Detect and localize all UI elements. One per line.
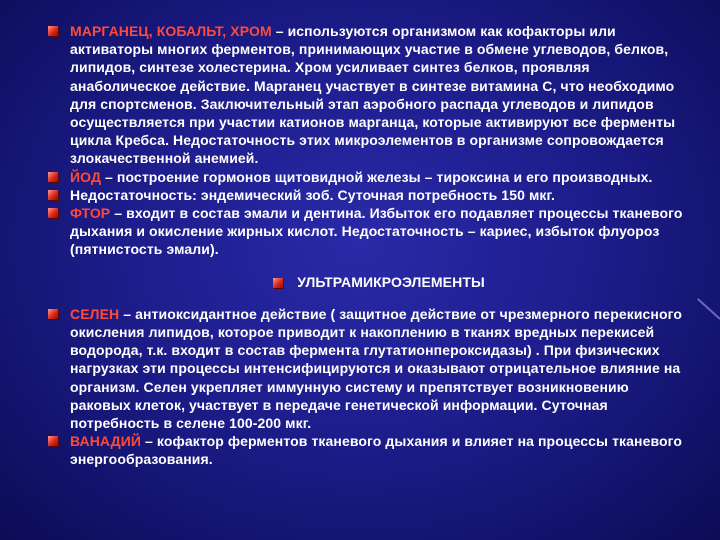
red-square-bullet-icon [48,172,58,182]
item-text: – кофактор ферментов тканевого дыхания и влияет на процессы тканевого энергообразования. [70,433,683,468]
list-item-iodine [48,168,688,186]
keyword: ЙОД [70,168,102,185]
item-text: – используются организмом как кофакторы или активаторы многих ферментов, принимающих участие в обмене углеводов, белков, липидов, синтезе холестерина. Хром усиливает синтез белков, проявляя анаболическое действие. Марганец участвует в синтезе витамина С, что необходимо для спортсменов. Заключительный этап аэробного распада углеводов и липидов осуществляется при участии катионов марганца, которые активируют все ферменты цикла Кребса. Недостаточность этих микроэлементов в организме сопровождается злокачественной анемией. [70,23,676,167]
item-text: – входит в состав эмали и дентина. Избыток его подавляет процессы тканевого дыхания и окисление жирных кислот. Недостаточность – кариес, избыток флуороз (пятнистость эмали). [70,205,683,258]
item-text: – построение гормонов щитовидной железы – тироксина и его производных. [101,168,653,185]
section-heading [48,273,688,291]
keyword: ВАНАДИЙ [70,433,142,450]
red-square-bullet-icon [273,278,283,288]
list-item-manganese [48,22,688,168]
item-text: – антиоксидантное действие ( защитное действие от чрезмерного перекисного окисления липидов, которое приводит к накоплению в тканях вредных перекисей водорода, т.к. входит в состав фермента глутатионпероксидазы) . При физических нагрузках эти процессы интенсифицируются и оказывают отрицательное влияние на организм. Селен укрепляет иммунную систему и препятствует возникновению раковых клеток, участвует в передаче генетической информации. Суточная потребность в селене 100-200 мкг. [70,305,683,432]
red-square-bullet-icon [48,190,58,200]
red-square-bullet-icon [48,436,58,446]
keyword: ФТОР [70,205,111,222]
list-item-iodine-deficiency [48,186,688,204]
red-square-bullet-icon [48,309,58,319]
slide-content [48,22,688,469]
item-text: Недостаточность: эндемический зоб. Суточная потребность 150 мкг. [70,186,556,203]
heading-text: УЛЬТРАМИКРОЭЛЕМЕНТЫ [297,273,485,290]
red-square-bullet-icon [48,26,58,36]
decorative-line [697,298,720,320]
keyword: СЕЛЕН [70,305,120,322]
list-item-selenium [48,305,688,432]
keyword: МАРГАНЕЦ, КОБАЛЬТ, ХРОМ [70,23,272,39]
list-item-vanadium [48,432,688,468]
red-square-bullet-icon [48,208,58,218]
list-item-fluorine [48,204,688,259]
